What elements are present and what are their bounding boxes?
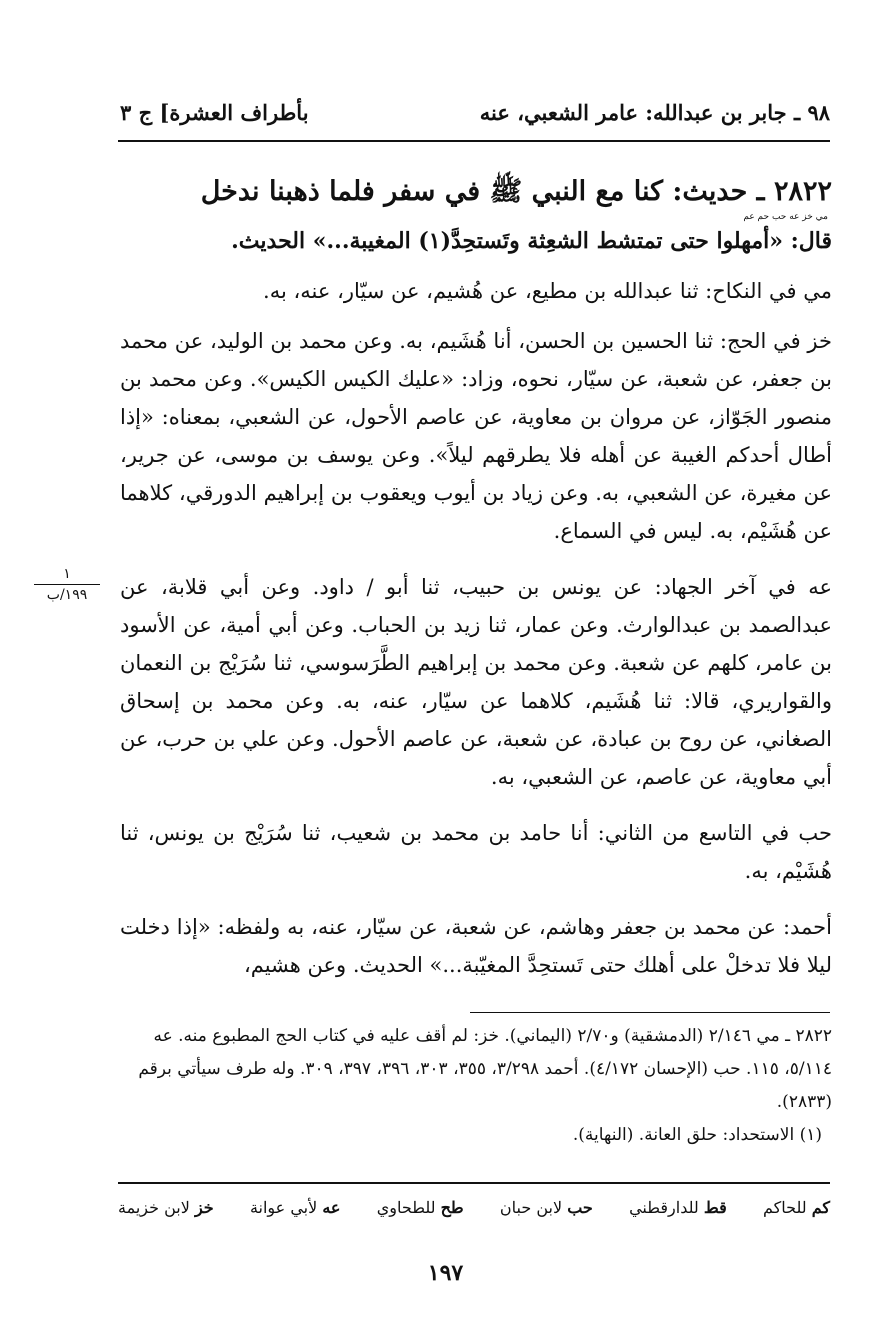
abbrev-item: حب لابن حبان xyxy=(499,1198,593,1217)
running-header xyxy=(120,94,830,130)
main-text xyxy=(120,172,832,984)
folio-number-top: ١ xyxy=(63,566,71,582)
folio-divider xyxy=(34,584,100,585)
hadith-sigla: مي خز عه حب حم عم xyxy=(743,212,828,222)
abbrev-item: قط للدارقطني xyxy=(629,1198,727,1217)
folio-number-bottom: ١٩٩/ب xyxy=(46,587,88,603)
paragraph-darimi: مي في النكاح: ثنا عبدالله بن مطيع، عن هُشيم، عن سيّار، عنه، به. xyxy=(263,279,832,303)
hadith-text: قال: «أمهلوا حتى تمتشط الشعِثة وتَستحِدَّ(١) المغيبة...» الحديث. xyxy=(231,228,832,254)
page-number: ١٩٧ xyxy=(427,1260,464,1286)
abbrev-item: طح للطحاوي xyxy=(376,1198,464,1217)
paragraph-ahmad: أحمد: عن محمد بن جعفر وهاشم، عن شعبة، عن سيّار، عنه، به ولفظه: «إذا دخلت ليلا فلا تدخلْ على أهلك حتى تَستحِدَّ المغيّبة...» الحديث. وعن هشيم، xyxy=(120,915,832,977)
paragraph-abu-awana: عه في آخر الجهاد: عن يونس بن حبيب، ثنا أبو / داود. وعن أبي قلابة، عن عبدالصمد بن عبدالوارث. وعن عمار، ثنا زيد بن الحباب. وعن أبي أمية، عن الأسود بن عامر، كلهم عن شعبة. وعن محمد بن إبراهيم الطَّرَسوسي، ثنا سُرَيْج بن النعمان والقواريري، قالا: ثنا هُشَيم، كلاهما عن سيّار، عنه، به. وعن محمد بن إسحاق الصغاني، عن روح بن عبادة، عن شعبة، عن عاصم الأحول. وعن علي بن حرب، عن أبي معاوية، عن عاصم، عن الشعبي، به. xyxy=(120,575,832,789)
header-chapter-title: ٩٨ ـ جابر بن عبدالله: عامر الشعبي، عنه xyxy=(479,99,830,125)
abbrev-item: كم للحاكم xyxy=(763,1198,830,1217)
hadith-heading: ٢٨٢٢ ـ حديث: كنا مع النبي ﷺ في سفر فلما ذهبنا ندخل xyxy=(200,176,832,207)
header-book-title: بأطراف العشرة] ج ٣ xyxy=(120,99,309,125)
footnote-separator xyxy=(470,1012,830,1013)
manuscript-folio-note xyxy=(28,566,106,603)
paragraph-ibn-hibban: حب في التاسع من الثاني: أنا حامد بن محمد بن شعيب، ثنا سُرَيْج بن يونس، ثنا هُشَيْم، به. xyxy=(120,821,832,883)
footnotes xyxy=(120,1020,832,1152)
footnote-definition: (١) الاستحداد: حلق العانة. (النهاية). xyxy=(572,1125,822,1145)
paragraph-ibn-khuzayma: خز في الحج: ثنا الحسين بن الحسن، أنا هُشَيم، به. وعن محمد بن الوليد، عن محمد بن جعفر، عن شعبة، عن سيّار، نحوه، وزاد: «عليك الكيس الكيس». وعن محمد بن منصور الجَوّاز، عن مروان بن معاوية، عن عاصم الأحول، عن الشعبي، بمعناه: «إذا أطال أحدكم الغيبة عن أهله فلا يطرقهم ليلاً». وعن يوسف بن موسى، عن جرير، عن مغيرة، عن الشعبي، به. وعن زياد بن أيوب ويعقوب بن إبراهيم الدورقي، كلاهما عن هُشَيْم، به. ليس في السماع. xyxy=(120,329,832,543)
footnote-sources: ٢٨٢٢ ـ مي ٢/١٤٦ (الدمشقية) و٢/٧٠ (اليماني). خز: لم أقف عليه في كتاب الحج المطبوع منه. عه ٥/١١٤، ١١٥. حب (الإحسان ٤/١٧٢). أحمد ٣/٢٩٨، ٣٥٥، ٣٠٣، ٣٩٦، ٣٩٧، ٣٠٩. وله طرف سيأتي برقم (٢٨٣٣). xyxy=(138,1026,832,1112)
abbreviations-rule xyxy=(118,1182,830,1184)
abbreviations-key xyxy=(118,1198,830,1217)
abbrev-item: خز لابن خزيمة xyxy=(118,1198,214,1217)
abbrev-item: عه لأبي عوانة xyxy=(249,1198,341,1217)
header-rule xyxy=(118,140,830,142)
